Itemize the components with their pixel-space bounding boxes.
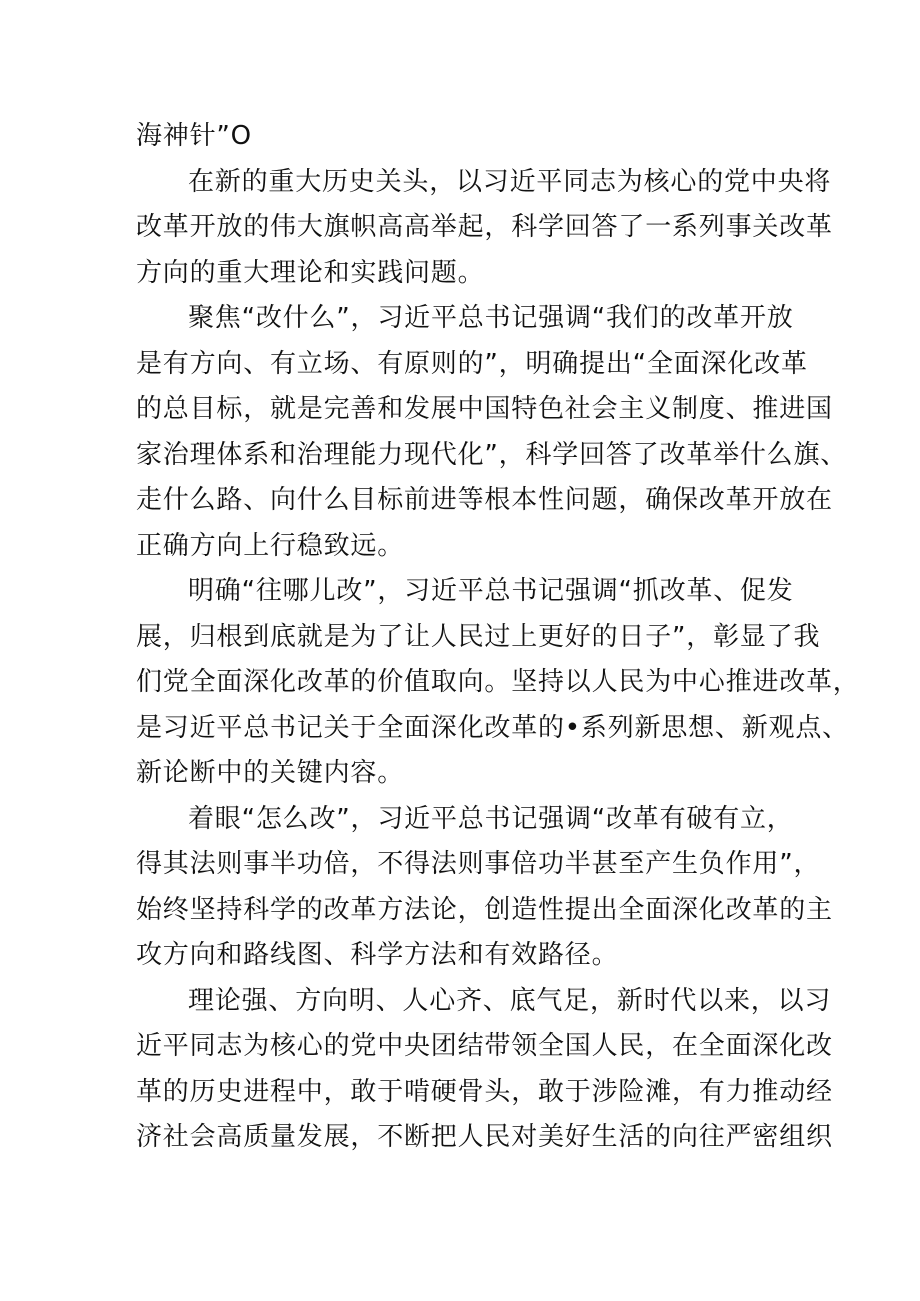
text-line: 正确方向上行稳致远。 xyxy=(136,530,405,561)
text-line: 近平同志为核心的党中央团结带领全国人民，在全面深化改 xyxy=(136,1031,833,1061)
text-line: 方向的重大理论和实践问题。 xyxy=(136,257,485,288)
text-line: 海神针”O xyxy=(136,121,252,151)
paragraph-first-line: 聚焦“改什么”，习近平总书记强调“我们的改革开放 xyxy=(188,303,794,333)
text-line: 新论断中的关键内容。 xyxy=(136,758,405,788)
text-line: 是有方向、有立场、有原则的”，明确提出“全面深化改革 xyxy=(136,348,808,379)
text-line: 的总目标，就是完善和发展中国特色社会主义制度、推进国 xyxy=(136,394,833,424)
text-line: 革的历史进程中，敢于啃硬骨头，敢于涉险滩，有力推动经 xyxy=(136,1076,833,1107)
text-line: 始终坚持科学的改革方法论，创造性提出全面深化改革的主 xyxy=(136,894,833,925)
text-line: 们党全面深化改革的价值取向。坚持以人民为中心推进改革， xyxy=(136,667,860,697)
text-line: 展，归根到底就是为了让人民过上更好的日子”，彰显了我 xyxy=(136,621,821,652)
paragraph-first-line: 明确“往哪儿改”，习近平总书记强调“抓改革、促发 xyxy=(188,576,794,606)
text-line: 家治理体系和治理能力现代化”，科学回答了改革举什么旗、 xyxy=(136,439,848,470)
text-line: 改革开放的伟大旗帜高高举起，科学回答了一系列事关改革 xyxy=(136,212,833,242)
text-line: 攻方向和路线图、科学方法和有效路径。 xyxy=(136,940,619,970)
paragraph-first-line: 理论强、方向明、人心齐、底气足，新时代以来，以习 xyxy=(188,985,832,1016)
paragraph-first-line: 着眼“怎么改”，习近平总书记强调“改革有破有立， xyxy=(188,803,794,834)
paragraph-first-line: 在新的重大历史关头，以习近平同志为核心的党中央将 xyxy=(188,166,832,197)
text-line: 济社会高质量发展，不断把人民对美好生活的向往严密组织 xyxy=(136,1122,833,1152)
text-line: 是习近平总书记关于全面深化改革的•系列新思想、新观点、 xyxy=(136,712,849,743)
text-line: 走什么路、向什么目标前进等根本性问题，确保改革开放在 xyxy=(136,485,833,515)
text-line: 得其法则事半功倍，不得法则事倍功半甚至产生负作用”， xyxy=(136,849,821,879)
document-body xyxy=(136,114,860,1161)
